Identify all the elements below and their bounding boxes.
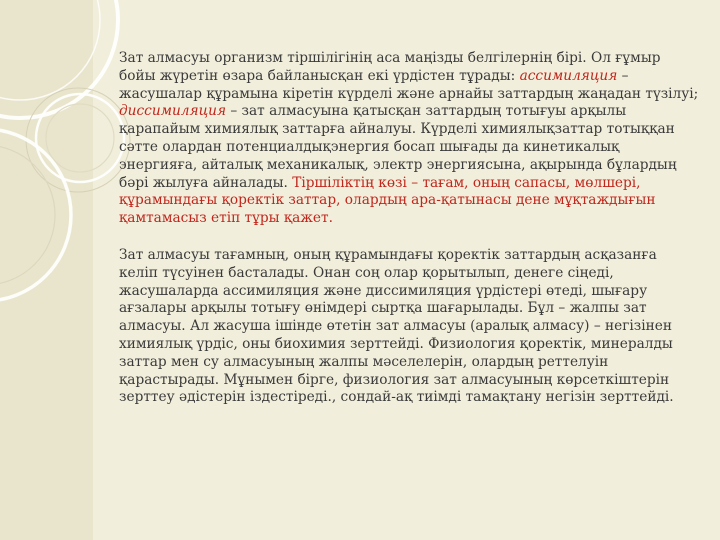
- term-assimilation: ассимиляция: [519, 67, 618, 84]
- term-dissimilation: диссимиляция: [119, 103, 227, 120]
- highlight-food-source: Тіршіліктің көзі – тағам, оның сапасы, мөлшері, құрамындағы қоректік заттар, олардың ара-қатынасы дене мұқтаждығын қамтамасыз етіп тұры қажет.: [119, 174, 656, 227]
- deco-circle-mid-inner: [46, 104, 114, 172]
- deco-circle-top-inner: [0, 0, 100, 100]
- paragraph-metabolism-process: Зат алмасуы тағамның, оның құрамындағы қоректік заттардың асқазанға келіп түсуінен басталады. Онан соң олар қорытылып, денеге сіңеді, жасушаларда ассимиляция және диссимиляция үрдістері өтеді, шығару ағзалары арқылы тотығу өнімдері сыртқа шағарылады. Бұл – жалпы зат алмасуы. Ал жасуша ішінде өтетін зат алмасуы (аралық алмасу) – негізінен химиялық үрдіс, оны биохимия зерттейді. Физиология қоректік, минералды заттар мен су алмасуының жалпы мәселелерін, олардың реттелуін қарастырады. Мұнымен бірге, физиология зат алмасуының көрсеткіштерін зерттеу әдістерін іздестіреді., сондай-ақ тиімді тамақтану негізін зерттейді.: [119, 246, 674, 406]
- paragraph-metabolism-intro: [119, 50, 699, 228]
- deco-circle-bottom-outer: [0, 129, 71, 301]
- paragraph1-part3: – зат алмасуына қатысқан заттардың тотығуы арқылы қарапайым химиялық заттарға айналуы. Күрделі химиялықзаттар тотыққан сәтте олардан потенциалдықэнергия босап шығады да кинетикалық энергияға, айталық механикалық, электр энергиясына, ақырында бұлардың бәрі жылуға айналады.: [119, 103, 677, 191]
- paragraph1-part2: – жасушалар құрамына кіретін күрделі және арнайы заттардың жаңадан түзілуі;: [119, 67, 699, 102]
- paragraph1-part1: Зат алмасуы организм тіршілігінің аса маңізды белгілернің бірі. Ол ғұмыр бойы жүретін өзара байланысқан екі үрдістен тұрады:: [119, 50, 661, 84]
- deco-circle-mid-outer: [36, 94, 124, 182]
- slide-text: [119, 50, 699, 407]
